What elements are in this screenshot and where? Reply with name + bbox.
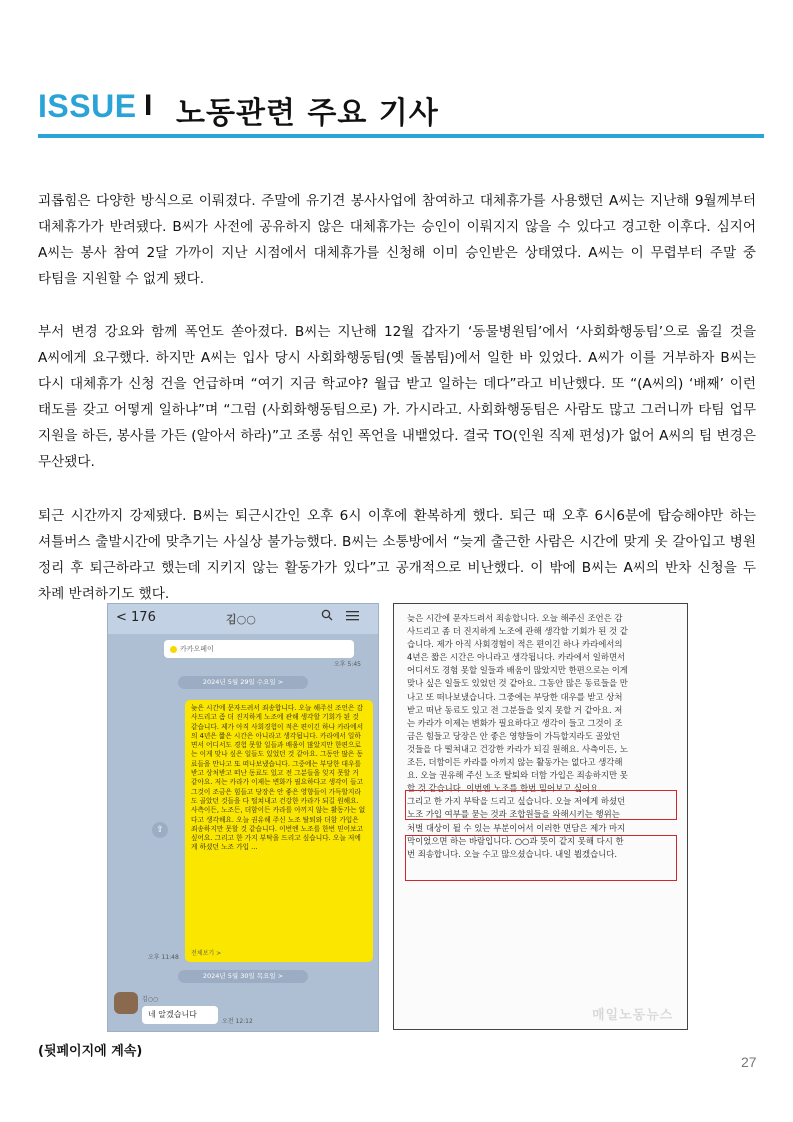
chat-back-count: < 176 <box>116 610 156 625</box>
chat-time: 오전 12:12 <box>222 1018 253 1025</box>
transcript-line: 늦은 시간에 문자드려서 죄송합니다. 오늘 해주신 조언은 감 <box>407 613 623 623</box>
transcript-line: 나고 또 떠나보냈습니다. 그중에는 부당한 대우를 받고 상처 <box>407 691 623 702</box>
chat-time: 오후 11:48 <box>148 954 179 961</box>
message-transcript <box>407 612 679 861</box>
search-icon <box>321 609 333 625</box>
menu-icon <box>346 609 359 625</box>
kakao-pay-label: 카카오페이 <box>180 645 214 653</box>
transcript-line: 번 죄송합니다. 오늘 수고 많으셨습니다. 내일 뵙겠습니다. <box>407 848 618 859</box>
transcript-line: 사드리고 좀 더 진지하게 노조에 관해 생각할 기회가 된 것 같 <box>407 626 628 637</box>
transcript-line: 요. 오늘 권유해 주신 노조 탈퇴와 더함 가입은 죄송하지만 못 <box>407 770 628 781</box>
transcript-line: 처벌 대상이 될 수 있는 부분이어서 이러한 면담은 제가 마지 <box>407 822 626 833</box>
transcript-line: 막이었으면 하는 바람입니다. ○○과 뜻이 같지 못해 다시 한 <box>407 835 624 846</box>
transcript-line: 금은 힘들고 당장은 안 좋은 영향들이 가득할지라도 골았던 <box>407 730 620 741</box>
page-title: 노동관련 주요 기사 <box>176 96 439 131</box>
transcript-line: 것들을 다 떨쳐내고 건강한 카라가 되길 원해요. 사측이든, 노 <box>407 743 628 754</box>
issue-tag: ISSUE <box>38 88 137 124</box>
highlight-box <box>405 790 677 820</box>
avatar <box>114 992 138 1014</box>
page-header <box>38 84 764 138</box>
transcript-line: 조든, 더함이든 카라를 아끼지 않는 활동가는 없다고 생각해 <box>407 757 623 768</box>
article-paragraph-1: 괴롭힘은 다양한 방식으로 이뤄졌다. 주말에 유기견 봉사사업에 참여하고 대체휴가를 사용했던 A씨는 지난해 9월께부터 대체휴가가 반려됐다. B씨가 사전에 공유하지 않은 대체휴가는 승인이 이뤄지지 않을 수 있다고 경고한 이후다. 심지어 A씨는 봉사 참여 2달 가까이 지난 시점에서 대체휴가를 신청해 이미 승인받은 상태였다. A씨는 이 무렵부터 주말 중 타팀을 지원할 수 없게 됐다. <box>38 192 756 287</box>
header-divider <box>38 134 764 138</box>
transcript-line: 할 것 같습니다. 이번엔 노조를 한번 믿어보고 싶어요. <box>407 783 601 794</box>
chat-message-text: 늦은 시간에 문자드려서 죄송합니다. 오늘 해주신 조언은 감사드리고 좀 더 진지하게 노조에 관해 생각할 기회가 된 것 같습니다. 제가 아직 사회경험이 적은 편이긴 하나 카라에서의 4년은 짧은 시간은 아니라고 생각됩니다. 카라에서 일하면서 어디서도 경험 못할 일들과 배움이 많았지만 한편으로는 이게 맞나 싶은 일들도 있었던 것 같아요. 그동안 많은 동료들을 만나고 또 떠나보냈습니다. 그중에는 부당한 대우를 받고 상처받고 떠난 동료도 있고 전 그분들을 잊지 못할 거 같아요. 저는 카라가 이제는 변화가 필요하다고 생각이 들고 그것이 조금은 힘들고 당장은 안 좋은 영향들이 가득할지라도 골았던 것들을 다 떨쳐내고 건강한 카라가 되길 원해요. 사측이든, 노조든, 더함이든 카라를 아끼지 않는 활동가는 없다고 생각해요. 오늘 권유해 주신 노조 탈퇴와 더함 가입은 죄송하지만 못할 것 같습니다. 이번엔 노조를 한번 믿어보고 싶어요. 그리고 한 가지 부탁을 드리고 싶습니다. 오늘 저에게 하셨던 노조 가입 ... <box>191 704 366 852</box>
message-text-screenshot <box>393 603 688 1030</box>
transcript-line: 어디서도 경험 못할 일들과 배움이 많았지만 한편으로는 이게 <box>407 665 628 676</box>
kakao-pay-icon <box>170 646 177 653</box>
kakao-pay-bubble <box>164 640 354 658</box>
transcript-line: 맞나 싶은 일들도 있었던 것 같아요. 그동안 많은 동료들을 만 <box>407 678 628 689</box>
transcript-line: 는 카라가 이제는 변화가 필요하다고 생각이 들고 그것이 조 <box>407 717 623 728</box>
transcript-line: 그리고 한 가지 부탁을 드리고 싶습니다. 오늘 저에게 하셨던 <box>407 796 626 807</box>
article-paragraph-2: 부서 변경 강요와 함께 폭언도 쏟아졌다. B씨는 지난해 12월 갑자기 ‘동물병원팀’에서 ‘사회화행동팀’으로 옮길 것을 A씨에게 요구했다. 하지만 A씨는 입사 당시 사회화행동팀(옛 돌봄팀)에서 일한 바 있었다. A씨가 이를 거부하자 B씨는 다시 대체휴가 신청 건을 언급하며 “여기 지금 학교야? 월급 받고 일하는 데다”라고 비난했다. 또 “(A씨의) ‘배째’ 이런 태도를 갖고 어떻게 일하냐”며 “그럼 (사회화행동팀으로) 가. 가시라고. 사회화행동팀은 사람도 많고 그러니까 타팀 업무 지원을 하든, 봉사를 가든 (알아서 하라)”고 조롱 섞인 폭언을 내뱉었다. 결국 TO(인원 직제 편성)가 없어 A씨의 팀 변경은 무산됐다. <box>38 323 756 470</box>
chat-time: 오후 5:45 <box>334 661 361 668</box>
page-number: 27 <box>741 1054 757 1070</box>
share-icon: ⇧ <box>152 822 168 838</box>
chat-partner-name: 김○○ <box>226 613 256 626</box>
issue-separator: I <box>144 89 153 122</box>
chat-sender-name: 김○○ <box>142 996 159 1003</box>
chat-see-all: 전체보기 > <box>191 949 222 957</box>
transcript-line: 4년은 짧은 시간은 아니라고 생각됩니다. 카라에서 일하면서 <box>407 652 626 663</box>
chat-screenshot <box>107 603 379 1032</box>
article-paragraph-3: 퇴근 시간까지 강제됐다. B씨는 퇴근시간인 오후 6시 이후에 환복하게 했다. 퇴근 때 오후 6시6분에 탑승해야만 하는 셔틀버스 출발시간에 맞추기는 사실상 불가능했다. B씨는 소통방에서 “늦게 출근한 사람은 시간에 맞게 옷 갈아입고 병원 정리 후 퇴근하라고 했는데 지키지 않는 활동가가 있다”고 공개적으로 비난했다. 이 밖에 B씨는 A씨의 반차 신청을 두 차례 반려하기도 했다. <box>38 507 756 602</box>
chat-message-bubble <box>185 700 373 962</box>
chat-reply-bubble: 네 알겠습니다 <box>142 1006 218 1024</box>
chat-date-divider: 2024년 5월 30일 목요일 > <box>178 970 308 983</box>
chat-top-bar <box>108 604 378 634</box>
continued-note: (뒷페이지에 계속) <box>38 1044 143 1059</box>
transcript-line: 습니다. 제가 아직 사회경험이 적은 편이긴 하나 카라에서의 <box>407 639 623 650</box>
watermark: 매일노동뉴스 <box>592 1008 674 1023</box>
transcript-line: 받고 떠난 동료도 있고 전 그분들을 잊지 못할 거 같아요. 저 <box>407 704 623 715</box>
highlight-box <box>405 835 677 881</box>
transcript-line: 노조 가입 여부를 묻는 것과 조합원들을 와해시키는 행위는 <box>407 809 620 820</box>
chat-date-divider: 2024년 5월 29일 수요일 > <box>178 676 308 689</box>
